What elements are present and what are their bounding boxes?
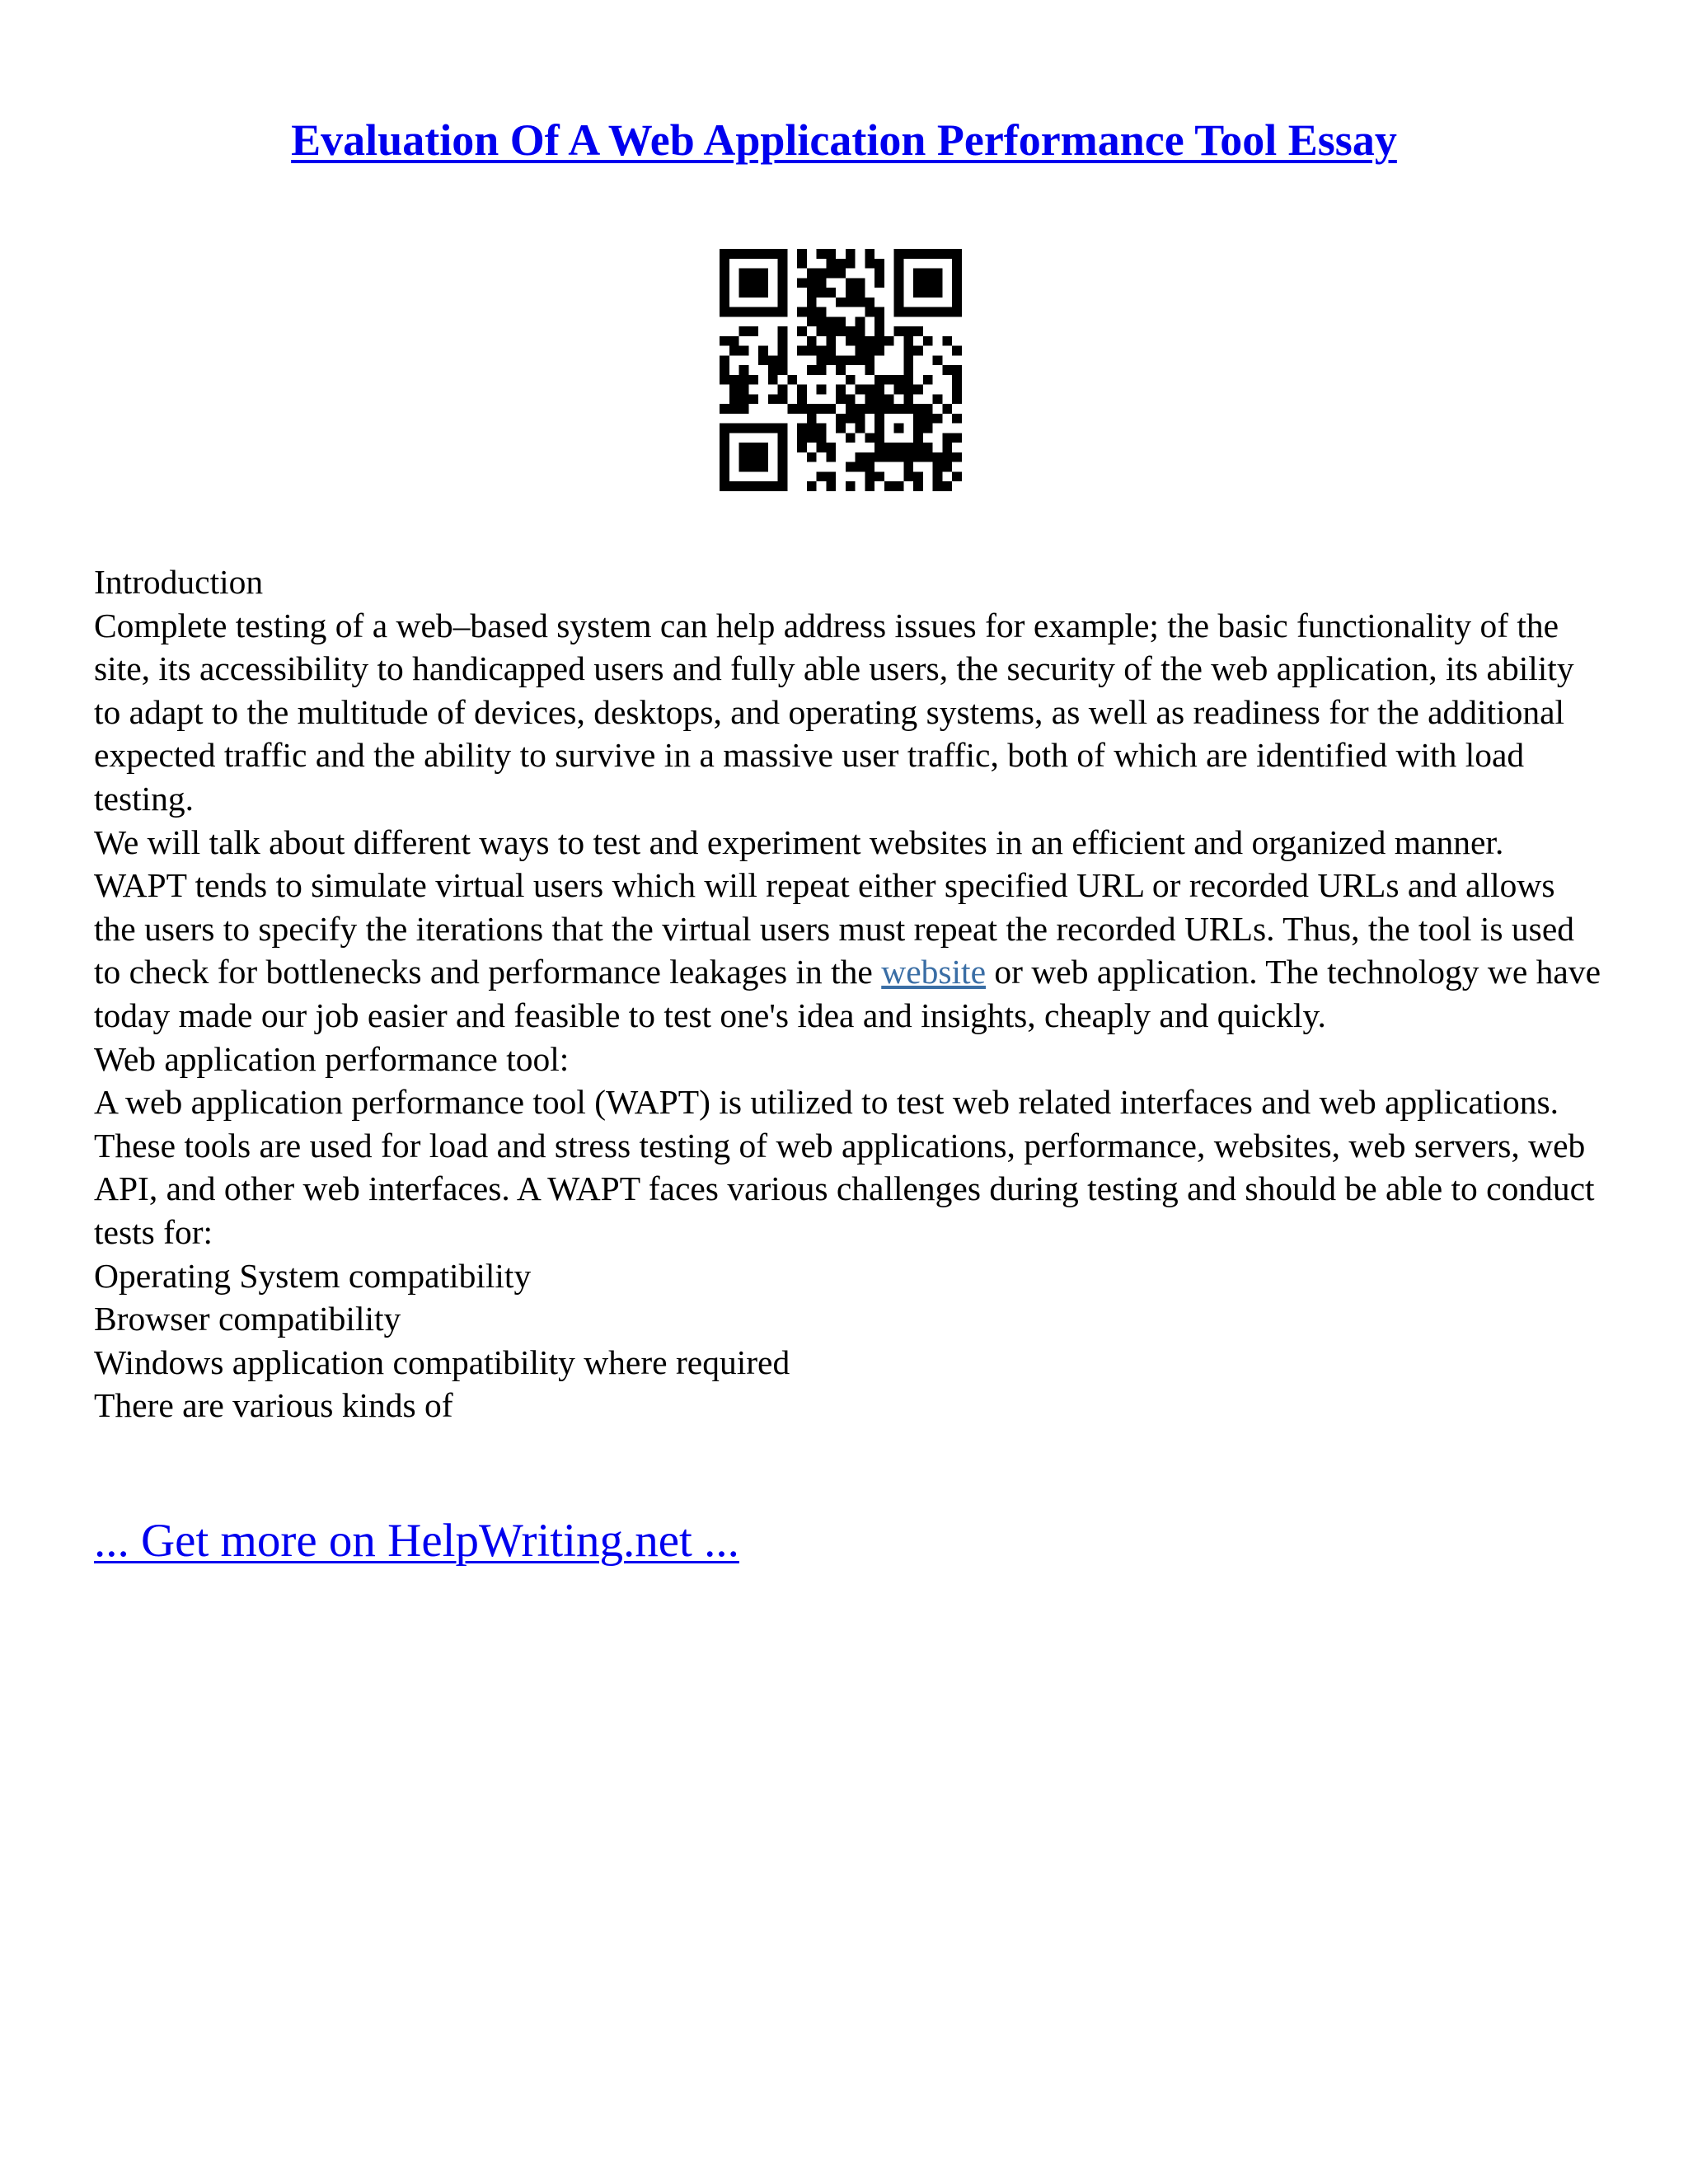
paragraph-wapt-definition: A web application performance tool (WAPT) is utilized to test web related interfaces and web applications. These tools are used for load and stress testing of web applications, performance, websites, web servers, web API, and other web interfaces. A WAPT faces various challenges during testing and should be able to conduct tests for: [94, 1083, 1595, 1251]
paragraph-wapt-simulation [94, 821, 1602, 1038]
document-title [0, 114, 1688, 167]
get-more-link[interactable]: ... Get more on HelpWriting.net ... [94, 1515, 739, 1567]
paragraph-wapt-text-end: or web application. The technology we have today made our job easier and feasible to test one's idea and insights, cheaply and quickly. [94, 953, 1601, 1034]
list-item-os-compatibility: Operating System compatibility [94, 1256, 532, 1295]
paragraph-wapt-text-start: We will talk about different ways to test and experiment websites in an efficient and organized manner. WAPT tends to simulate virtual users which will repeat either specified URL or recorded URLs and allows the users to specify the iterations that the virtual users must repeat the recorded URLs. Thus, the tool is used to check for bottlenecks and performance leakages in the [94, 823, 1574, 991]
paragraph-complete-testing: Complete testing of a web–based system can help address issues for example; the basic functionality of the site, its accessibility to handicapped users and fully able users, the security of the web application, its ability to adapt to the multitude of devices, desktops, and operating systems, as well as readiness for the additional expected traffic and the ability to survive in a massive user traffic, both of which are identified with load testing. [94, 606, 1574, 818]
list-item-browser-compatibility: Browser compatibility [94, 1300, 401, 1338]
section-heading-introduction: Introduction [94, 563, 264, 601]
paragraph-truncated: There are various kinds of [94, 1386, 453, 1425]
website-link[interactable]: website [881, 953, 987, 991]
essay-body [94, 560, 1602, 1427]
list-item-windows-compatibility: Windows application compatibility where required [94, 1343, 790, 1381]
qr-code-icon [720, 249, 962, 491]
more-link-container [94, 1513, 739, 1569]
section-heading-wapt: Web application performance tool: [94, 1039, 570, 1078]
title-link[interactable]: Evaluation Of A Web Application Performance Tool Essay [291, 115, 1397, 165]
